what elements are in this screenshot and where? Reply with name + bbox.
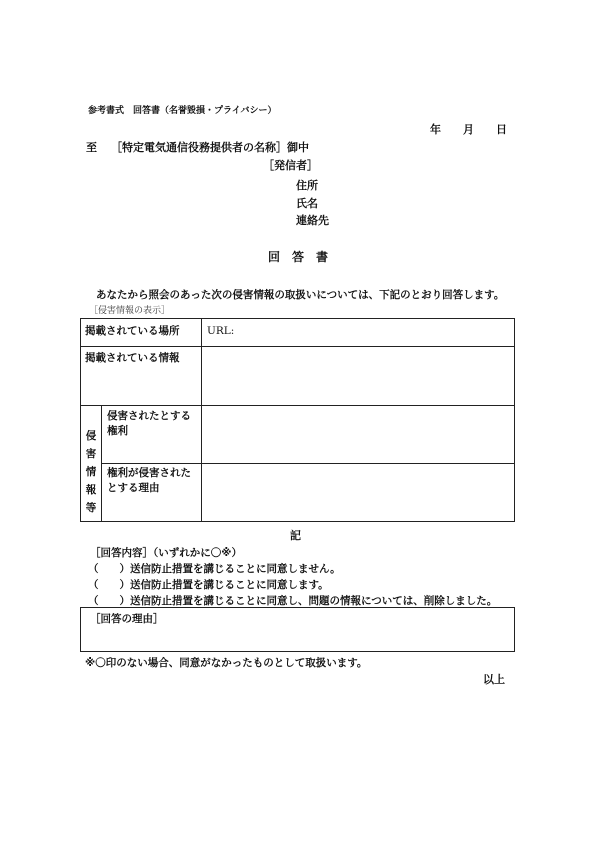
table-row-divider [101, 463, 515, 464]
answer-option-agree[interactable]: （ ）送信防止措置を講じることに同意します。 [88, 579, 329, 591]
infringed-right-label: 侵害されたとする権利 [107, 410, 191, 437]
location-label: 掲載されている場所 [85, 325, 180, 337]
infringed-right-field[interactable] [203, 407, 513, 462]
posted-info-field[interactable] [203, 348, 513, 403]
addressee-to-label: 至 [86, 141, 97, 154]
footnote: ※〇印のない場合、同意がなかったものとして取扱います。 [85, 657, 368, 669]
infringement-reason-field[interactable] [203, 465, 513, 520]
date-month-label: 月 [463, 123, 474, 136]
sender-name-label: 氏名 [296, 197, 318, 210]
infringement-reason-label: 権利が侵害されたとする理由 [107, 467, 191, 494]
table-caption: ［侵害情報の表示］ [89, 306, 171, 316]
sender-contact-label: 連絡先 [296, 214, 329, 227]
sender-heading: ［発信者］ [263, 159, 318, 172]
sender-address-label: 住所 [296, 179, 318, 192]
answer-option-not-agree[interactable]: （ ）送信防止措置を講じることに同意しません。 [88, 563, 341, 575]
intro-text: あなたから照会のあった次の侵害情報の取扱いについては、下記のとおり回答します。 [96, 289, 505, 301]
date-day-label: 日 [496, 123, 507, 136]
table-column-divider [201, 318, 202, 522]
infringing-info-side-label: 侵害情報等 [85, 430, 97, 514]
document-title: 回 答 書 [268, 250, 329, 264]
url-field[interactable]: URL: [207, 325, 235, 337]
answer-heading: ［回答内容］（いずれかに〇※） [90, 547, 242, 559]
document-type-label: 参考書式 回答書（名誉毀損・プライバシー） [88, 106, 277, 116]
answer-reason-label: ［回答の理由］ [90, 613, 164, 625]
date-year-label: 年 [430, 123, 441, 136]
ki-label: 記 [290, 529, 301, 542]
addressee-name: ［特定電気通信役務提供者の名称］御中 [111, 141, 309, 154]
table-column-divider [101, 405, 102, 522]
closing-label: 以上 [483, 673, 505, 686]
table-row-divider [80, 405, 515, 406]
posted-info-label: 掲載されている情報 [85, 352, 180, 364]
answer-option-agree-deleted[interactable]: （ ）送信防止措置を講じることに同意し、問題の情報については、削除しました。 [88, 595, 498, 607]
table-row-divider [80, 346, 515, 347]
